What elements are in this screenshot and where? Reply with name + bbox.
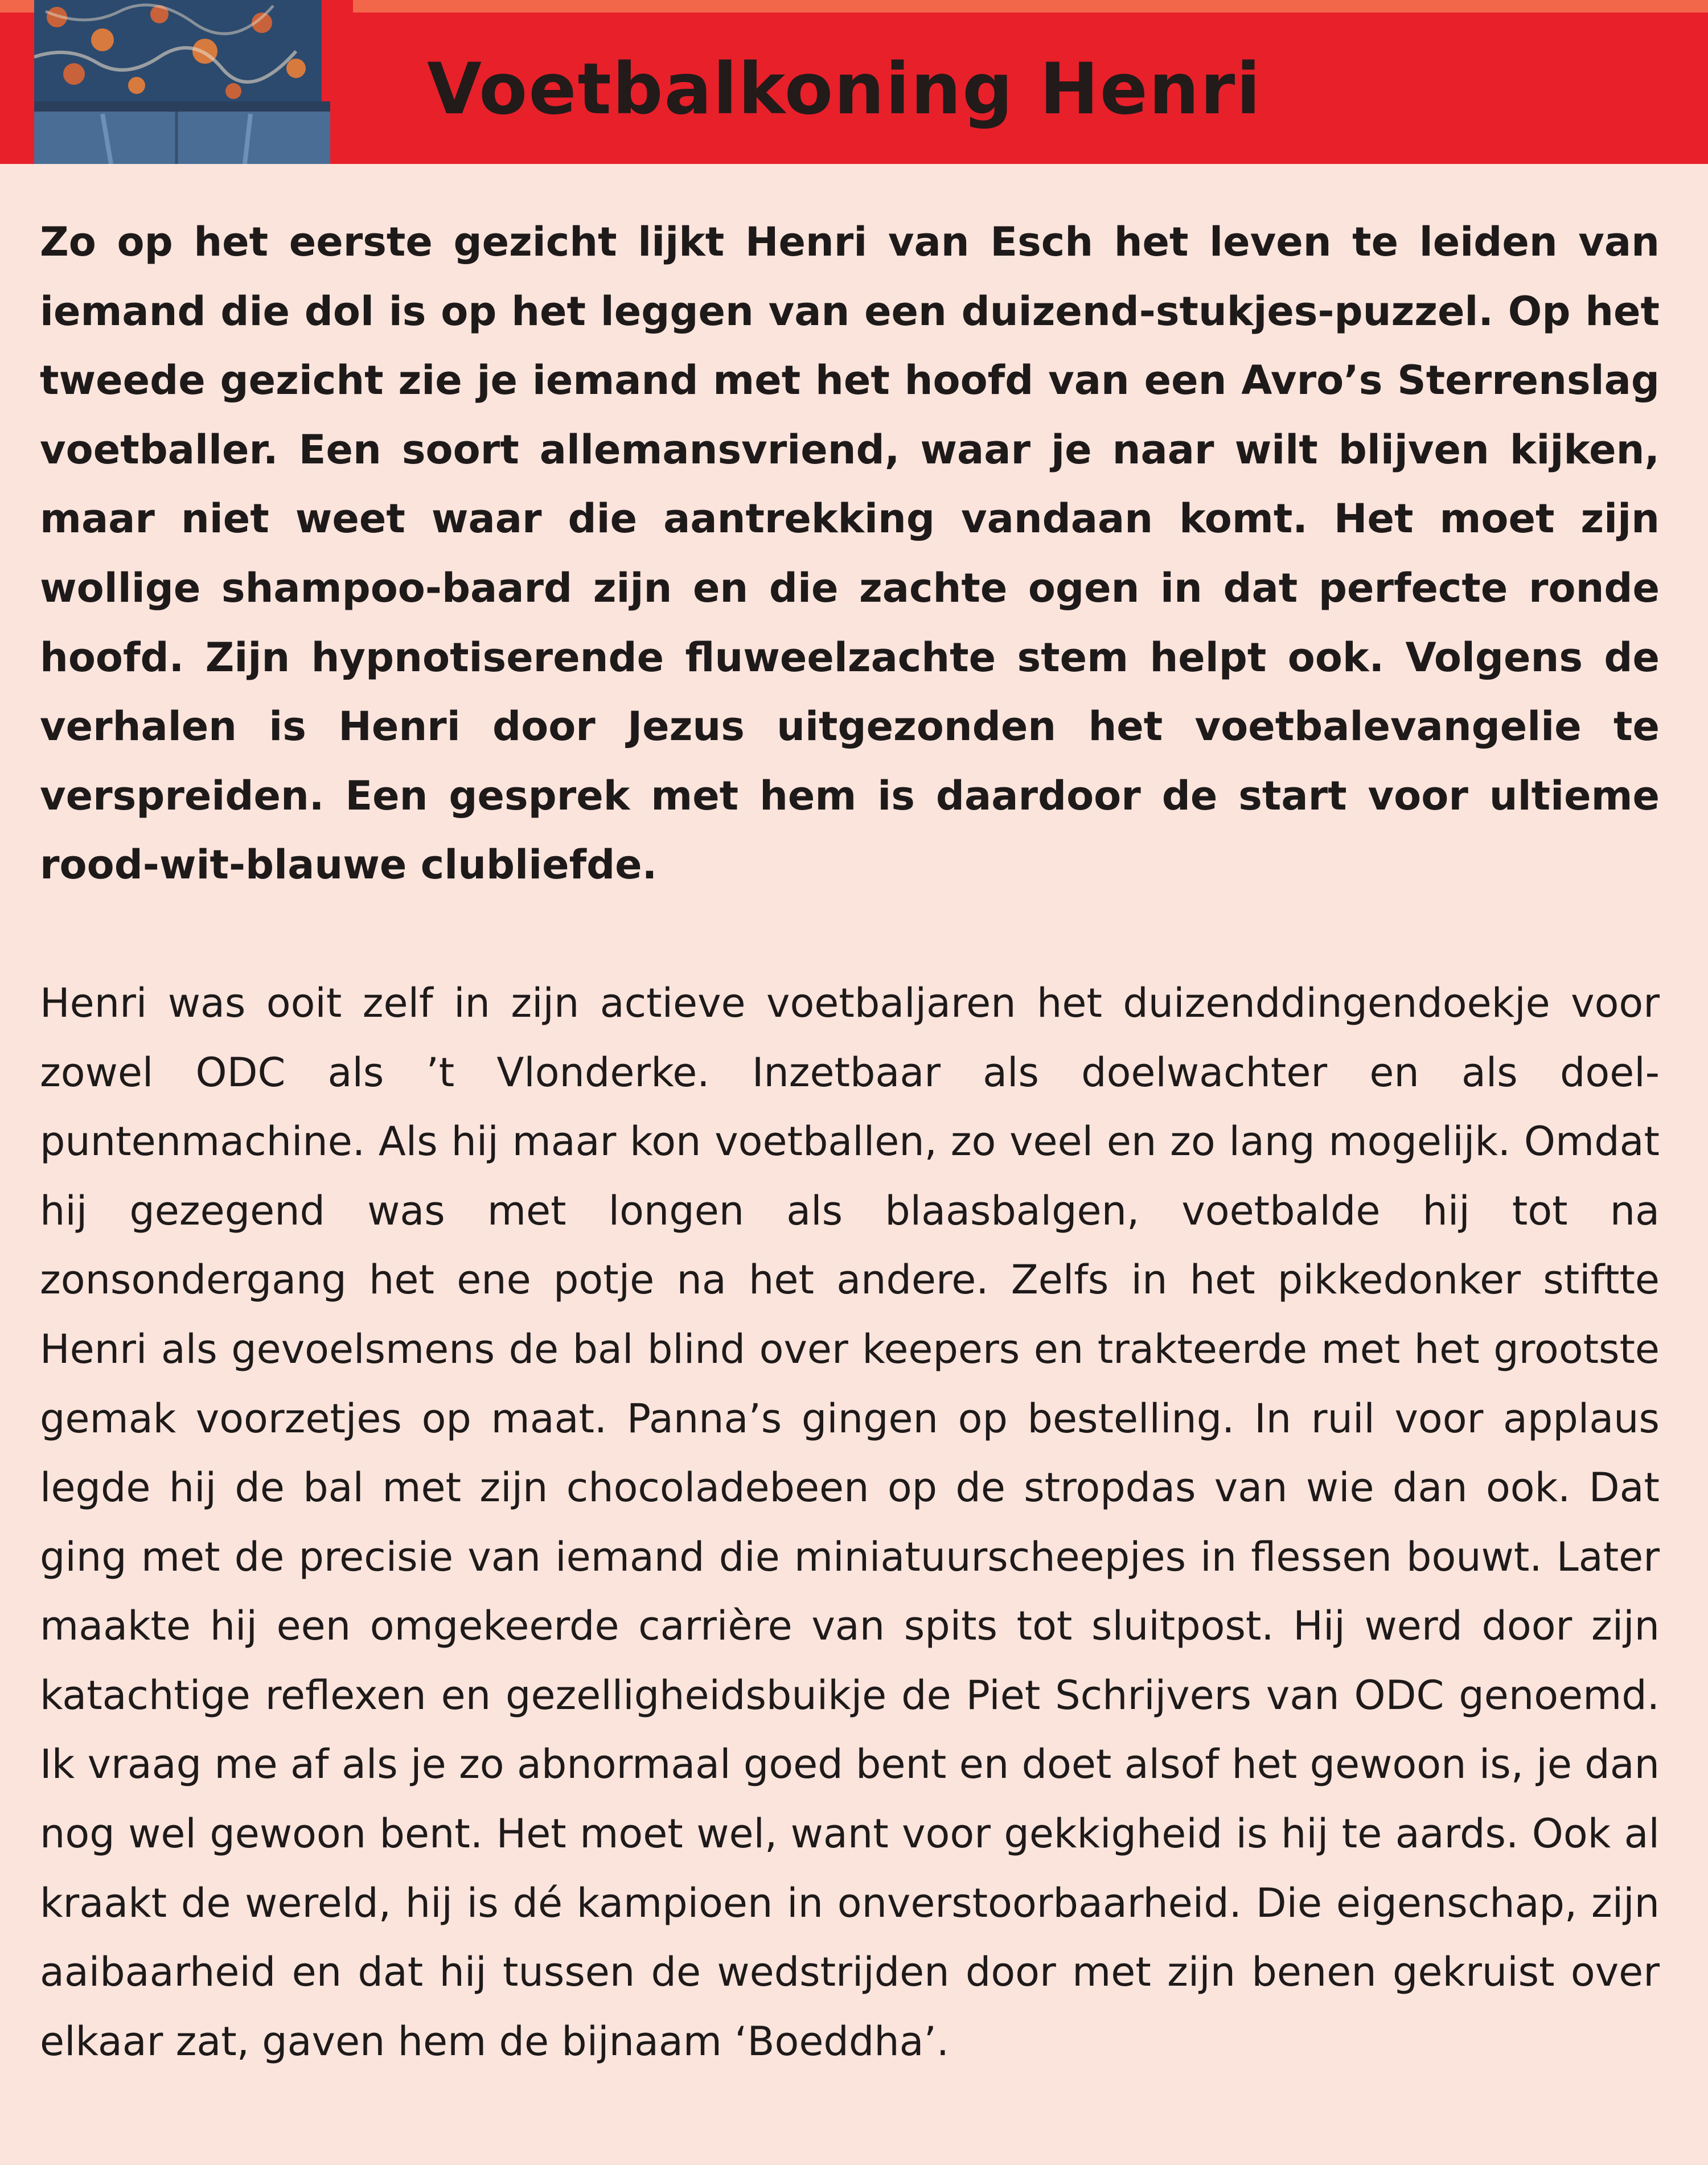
article-content [40, 208, 1660, 2076]
lead-paragraph: Zo op het eerste gezicht lijkt Henri van Esch het leven te leiden van iemand die dol is op het leggen van een duizend-stukjes-puzzel. Op het tweede gezicht zie je iemand met het hoofd van een Avro’s Sterrenslag voetballer. Een soort allemansvriend, waar je naar wilt blijven kijken, maar niet weet waar die aantrekking vandaan komt. Het moet zijn wollige shampoo-baard zijn en die zachte ogen in dat perfecte ronde hoofd. Zijn hypnotiserende fluweelzachte stem helpt ook. Volgens de verhalen is Henri door Jezus uitgezonden het voetbalevangelie te verspreiden. Een gesprek met hem is daardoor de start voor ultieme rood-wit-blauwe clubliefde. [40, 219, 1660, 889]
title-banner [0, 0, 1708, 164]
portrait-photo-crop [34, 0, 353, 164]
body-paragraph: Henri was ooit zelf in zijn actieve voetbaljaren het duizenddingendoekje voor zowel ODC als ’t Vlonderke. Inzetbaar als doelwachter en als doelpuntenmachine. Als hij maar kon voetballen, zo veel en zo lang mogelijk. Omdat hij gezegend was met longen als blaasbalgen, voetbalde hij tot na zonsondergang het ene potje na het andere. Zelfs in het pikkedonker stiftte Henri als gevoelsmens de bal blind over keepers en trakteerde met het grootste gemak voorzetjes op maat. Panna’s gingen op bestelling. In ruil voor applaus legde hij de bal met zijn chocoladebeen op de stropdas van wie dan ook. Dat ging met de precisie van iemand die miniatuurscheepjes in flessen bouwt. Later maakte hij een omgekeerde carrière van spits tot sluitpost. Hij werd door zijn katachtige reflexen en gezelligheidsbuikje de Piet Schrijvers van ODC genoemd. Ik vraag me af als je zo abnormaal goed bent en doet alsof het gewoon is, je dan nog wel gewoon bent. Het moet wel, want voor gekkigheid is hij te aards. Ook al kraakt de wereld, hij is dé kampioen in onverstoorbaarheid. Die eigenschap, zijn aaibaarheid en dat hij tussen de wedstrijden door met zijn benen gekruist over elkaar zat, gaven hem de bijnaam ‘Boeddha’. [40, 979, 1660, 2065]
article-title: Voetbalkoning Henri [427, 48, 1262, 130]
paragraph-spacer [40, 900, 1660, 969]
